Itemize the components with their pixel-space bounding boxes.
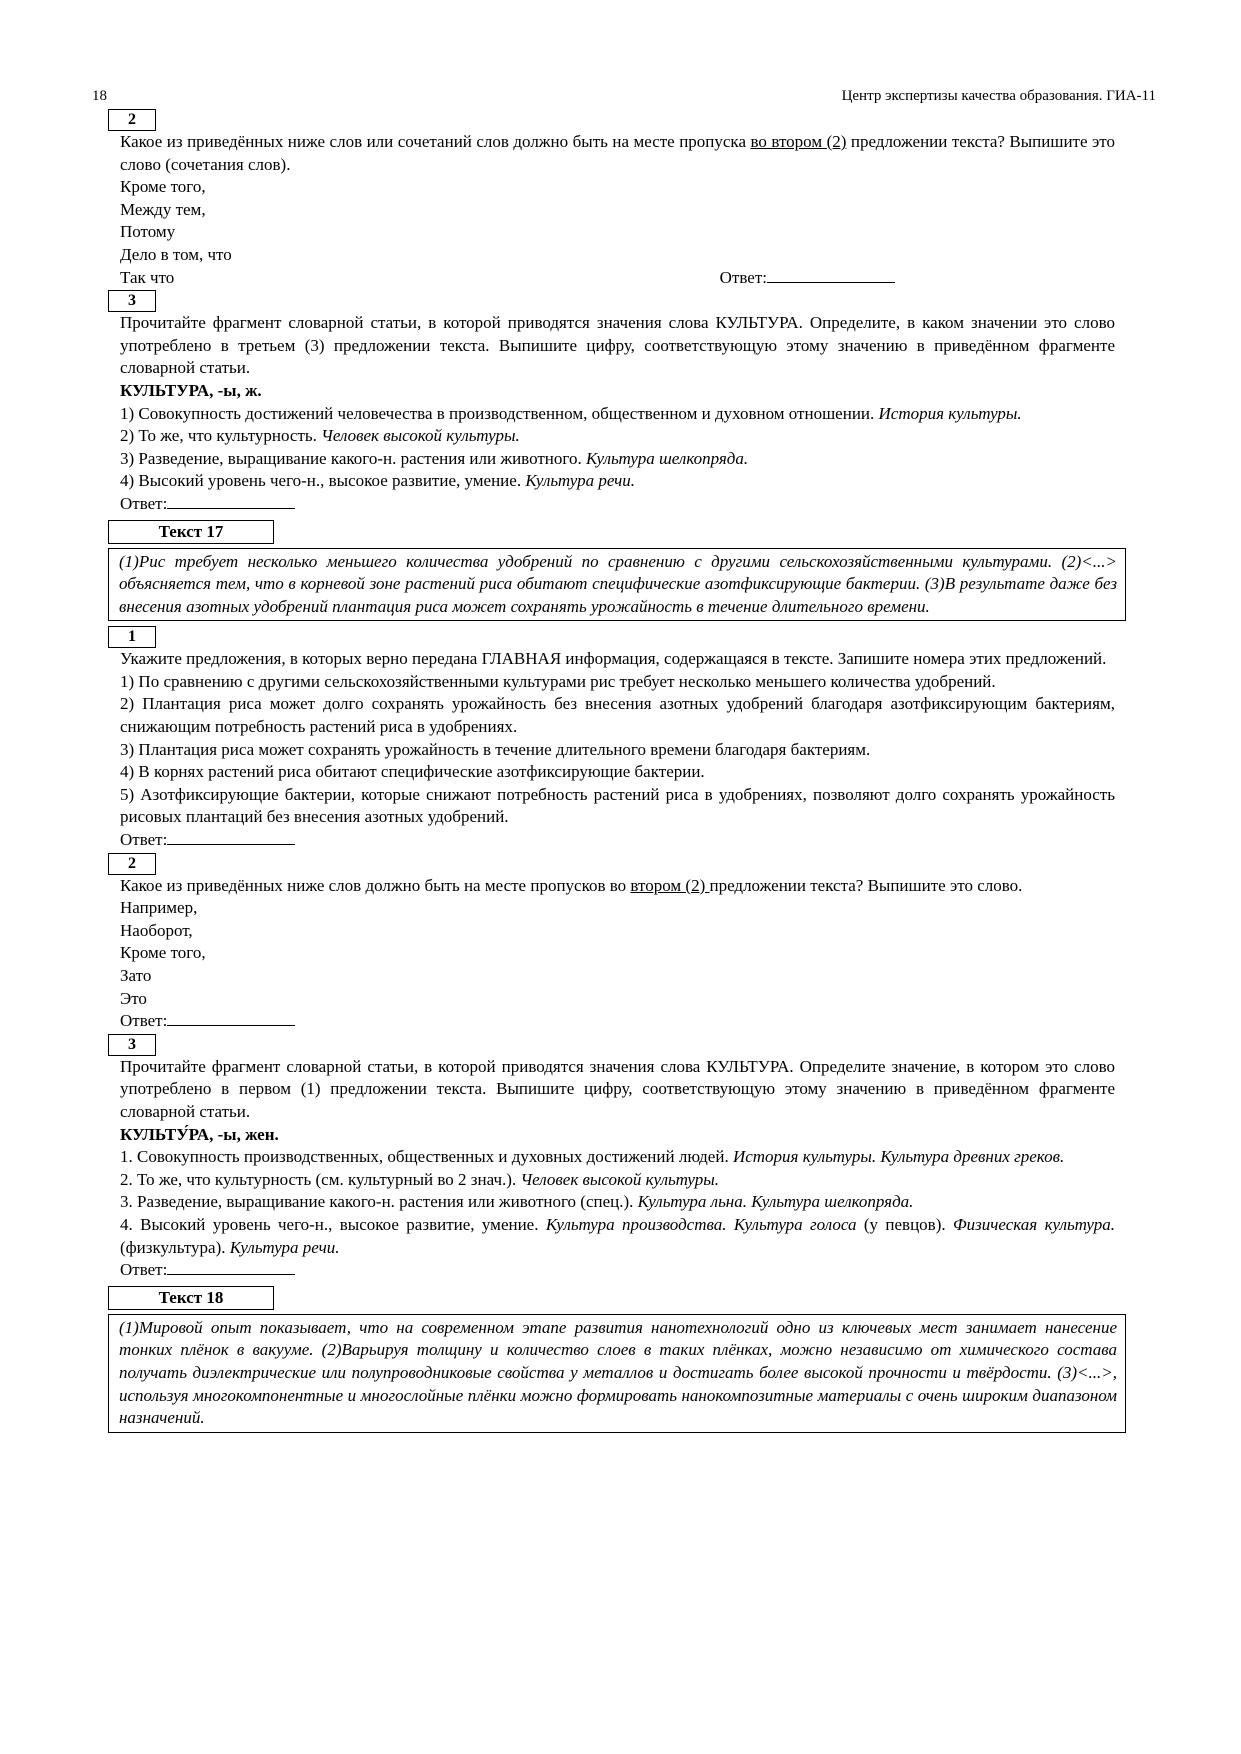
option: Зато — [120, 966, 152, 985]
option: Кроме того, — [120, 943, 206, 963]
text-18-label-row — [120, 1286, 1115, 1310]
answer-field[interactable]: Ответ: — [120, 829, 1115, 852]
answer-field[interactable]: Ответ: — [120, 493, 1115, 516]
last-option-row — [120, 267, 1115, 290]
task-number-box: 2 — [108, 853, 156, 875]
page-number: 18 — [92, 88, 107, 104]
statement: 3) Плантация риса может сохранять урожайность в течение длительного времени благодаря бактериям. — [120, 739, 871, 759]
statement: 1) По сравнению с другими сельскохозяйственными культурами рис требует несколько меньшего количества удобрений. — [120, 671, 996, 691]
definition: 4. Высокий уровень чего-н., высокое развитие, умение. Культура производства. Культура голоса (у певцов). Физическая культура. (физкультура). Культура речи. — [120, 1214, 1115, 1257]
task-2b-question: Какое из приведённых ниже слов должно быть на месте пропусков во втором (2) предложении текста? Выпишите это слово. — [120, 875, 1023, 895]
task-1-question: Укажите предложения, в которых верно передана ГЛАВНАЯ информация, содержащаяся в тексте. Запишите номера этих предложений. — [120, 649, 1107, 669]
option: Между тем, — [120, 199, 206, 219]
definition: 1. Совокупность производственных, общественных и духовных достижений людей. История культуры. Культура древних греков. — [120, 1147, 1065, 1167]
definition: 2) То же, что культурность. Человек высокой культуры. — [120, 426, 520, 446]
task-1-number — [120, 625, 1115, 648]
answer-field[interactable]: Ответ: — [120, 1259, 1115, 1282]
definition: 4) Высокий уровень чего-н., высокое развитие, умение. Культура речи. — [120, 471, 636, 491]
task-3b-number — [120, 1033, 1115, 1056]
statement: 4) В корнях растений риса обитают специфические азотфиксирующие бактерии. — [120, 762, 705, 782]
option: Дело в том, что — [120, 244, 232, 264]
option: Наоборот, — [120, 920, 193, 940]
task-3-number — [120, 289, 1115, 312]
text-label: Текст 18 — [108, 1286, 274, 1310]
option: Так что — [120, 267, 175, 287]
text-18-frame: (1)Мировой опыт показывает, что на современном этапе развития нанотехнологий одно из ключевых мест занимает нанесение тонких плёнок в вакууме. (2)Варьируя толщину и количество слоев в таких плёнках, можно независимо от химического состава получать диэлектрические или полупроводниковые свойства у металлов и достигать более высокой прочности и твёрдости. (3)<...>, используя многокомпонентные и многослойные плёнки можно формировать нанокомпозитные материалы с очень широким диапазоном назначений. — [108, 1314, 1126, 1433]
task-2-number — [120, 108, 1115, 131]
answer-field[interactable]: Ответ: — [720, 267, 895, 290]
task-2-question: Какое из приведённых ниже слов или сочетаний слов должно быть на месте пропуска во втором (2) предложении текста? Выпишите это слово (сочетания слов). — [120, 132, 1115, 174]
task-2b-number — [120, 852, 1115, 875]
statement: 5) Азотфиксирующие бактерии, которые снижают потребность растений риса в удобрениях, позволяют долго сохранять урожайность рисовых плантаций без внесения азотных удобрений. — [120, 784, 1115, 827]
definition: 3. Разведение, выращивание какого-н. растения или животного (спец.). Культура льна. Культура шелкопряда. — [120, 1192, 914, 1212]
dictionary-headword: КУЛЬТУРА, -ы, ж. — [120, 380, 262, 400]
definition: 2. То же, что культурность (см. культурный во 2 знач.). Человек высокой культуры. — [120, 1169, 720, 1189]
task-number-box: 3 — [108, 1034, 156, 1056]
definition: 1) Совокупность достижений человечества в производственном, общественном и духовном отношении. История культуры. — [120, 403, 1022, 423]
answer-field[interactable]: Ответ: — [120, 1010, 1115, 1033]
running-header: Центр экспертизы качества образования. ГИА-11 — [841, 88, 1156, 104]
task-number-box: 1 — [108, 626, 156, 648]
dictionary-headword: КУЛЬТУ́РА, -ы, жен. — [120, 1124, 279, 1144]
text-17-label-row — [120, 520, 1115, 544]
task-3-question: Прочитайте фрагмент словарной статьи, в которой приводятся значения слова КУЛЬТУРА. Определите, в каком значении это слово употреблено в третьем (3) предложении текста. Выпишите цифру, соответствующую этому значению в приведённом фрагменте словарной статьи. — [120, 313, 1115, 378]
option: Это — [120, 988, 147, 1008]
option: Например, — [120, 898, 198, 918]
option: Потому — [120, 222, 176, 242]
definition: 3) Разведение, выращивание какого-н. растения или животного. Культура шелкопряда. — [120, 448, 749, 468]
task-number-box: 2 — [108, 109, 156, 131]
text-label: Текст 17 — [108, 520, 274, 544]
task-number-box: 3 — [108, 290, 156, 312]
text-17-frame: (1)Рис требует несколько меньшего количества удобрений по сравнению с другими сельскохозяйственными культурами. (2)<...> объясняется тем, что в корневой зоне растений риса обитают специфические азотфиксирующие бактерии. (3)В результате даже без внесения азотных удобрений плантация риса может сохранять урожайность в течение длительного времени. — [108, 548, 1126, 622]
content — [120, 108, 1115, 1433]
option: Кроме того, — [120, 177, 206, 197]
task-3b-question: Прочитайте фрагмент словарной статьи, в которой приводятся значения слова КУЛЬТУРА. Определите значение, в котором это слово употреблено в первом (1) предложении текста. Выпишите цифру, соответствующую этому значению в приведённом фрагменте словарной статьи. — [120, 1056, 1115, 1121]
statement: 2) Плантация риса может долго сохранять урожайность без внесения азотных удобрений благодаря азотфиксирующим бактериям, снижающим потребность растений риса в удобрениях. — [120, 694, 1115, 737]
